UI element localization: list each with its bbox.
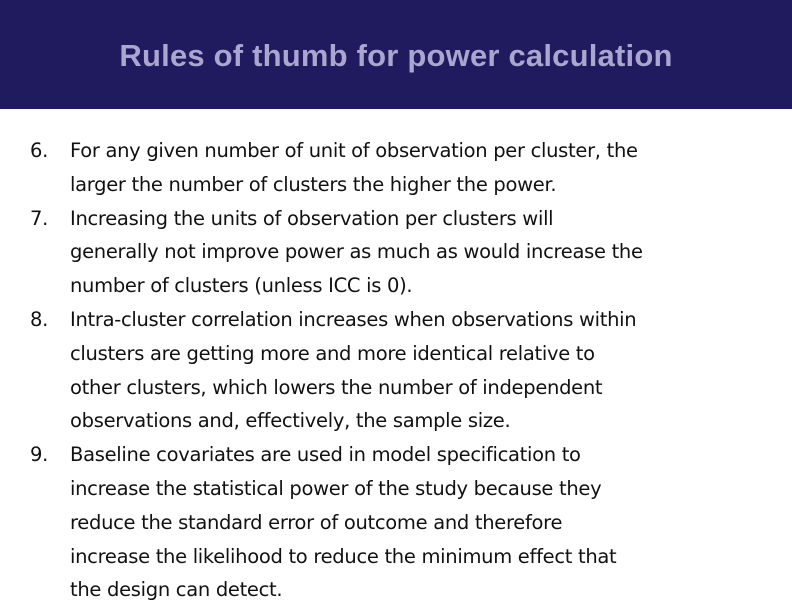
item-text-line: number of clusters (unless ICC is 0). <box>70 274 413 298</box>
item-number: 9. <box>30 443 49 467</box>
item-text-line: Intra-cluster correlation increases when observations within <box>70 307 637 331</box>
item-text-line: increase the likelihood to reduce the minimum effect that <box>70 544 617 568</box>
item-number: 6. <box>30 139 49 162</box>
item-text-line: Increasing the units of observation per clusters will <box>70 206 554 230</box>
list-item <box>30 303 780 438</box>
item-text-line: For any given number of unit of observation per cluster, the <box>70 139 638 162</box>
rules-list <box>30 134 780 607</box>
title-bar <box>0 0 792 109</box>
list-item <box>30 438 780 607</box>
list-item <box>30 202 780 303</box>
slide-title: Rules of thumb for power calculation <box>119 38 673 73</box>
list-item <box>30 134 780 202</box>
item-text-line: generally not improve power as much as would increase the <box>70 240 643 264</box>
item-text-line: observations and, effectively, the sample size. <box>70 409 511 433</box>
item-text-line: larger the number of clusters the higher the power. <box>70 172 557 196</box>
item-number: 7. <box>30 206 49 230</box>
item-text-line: reduce the standard error of outcome and therefore <box>70 510 563 534</box>
item-text-line: the design can detect. <box>70 578 283 602</box>
item-number: 8. <box>30 307 49 331</box>
item-text-line: other clusters, which lowers the number of independent <box>70 375 603 399</box>
item-text-line: clusters are getting more and more identical relative to <box>70 341 595 365</box>
item-text-line: Baseline covariates are used in model specification to <box>70 443 581 467</box>
item-text-line: increase the statistical power of the study because they <box>70 476 602 500</box>
